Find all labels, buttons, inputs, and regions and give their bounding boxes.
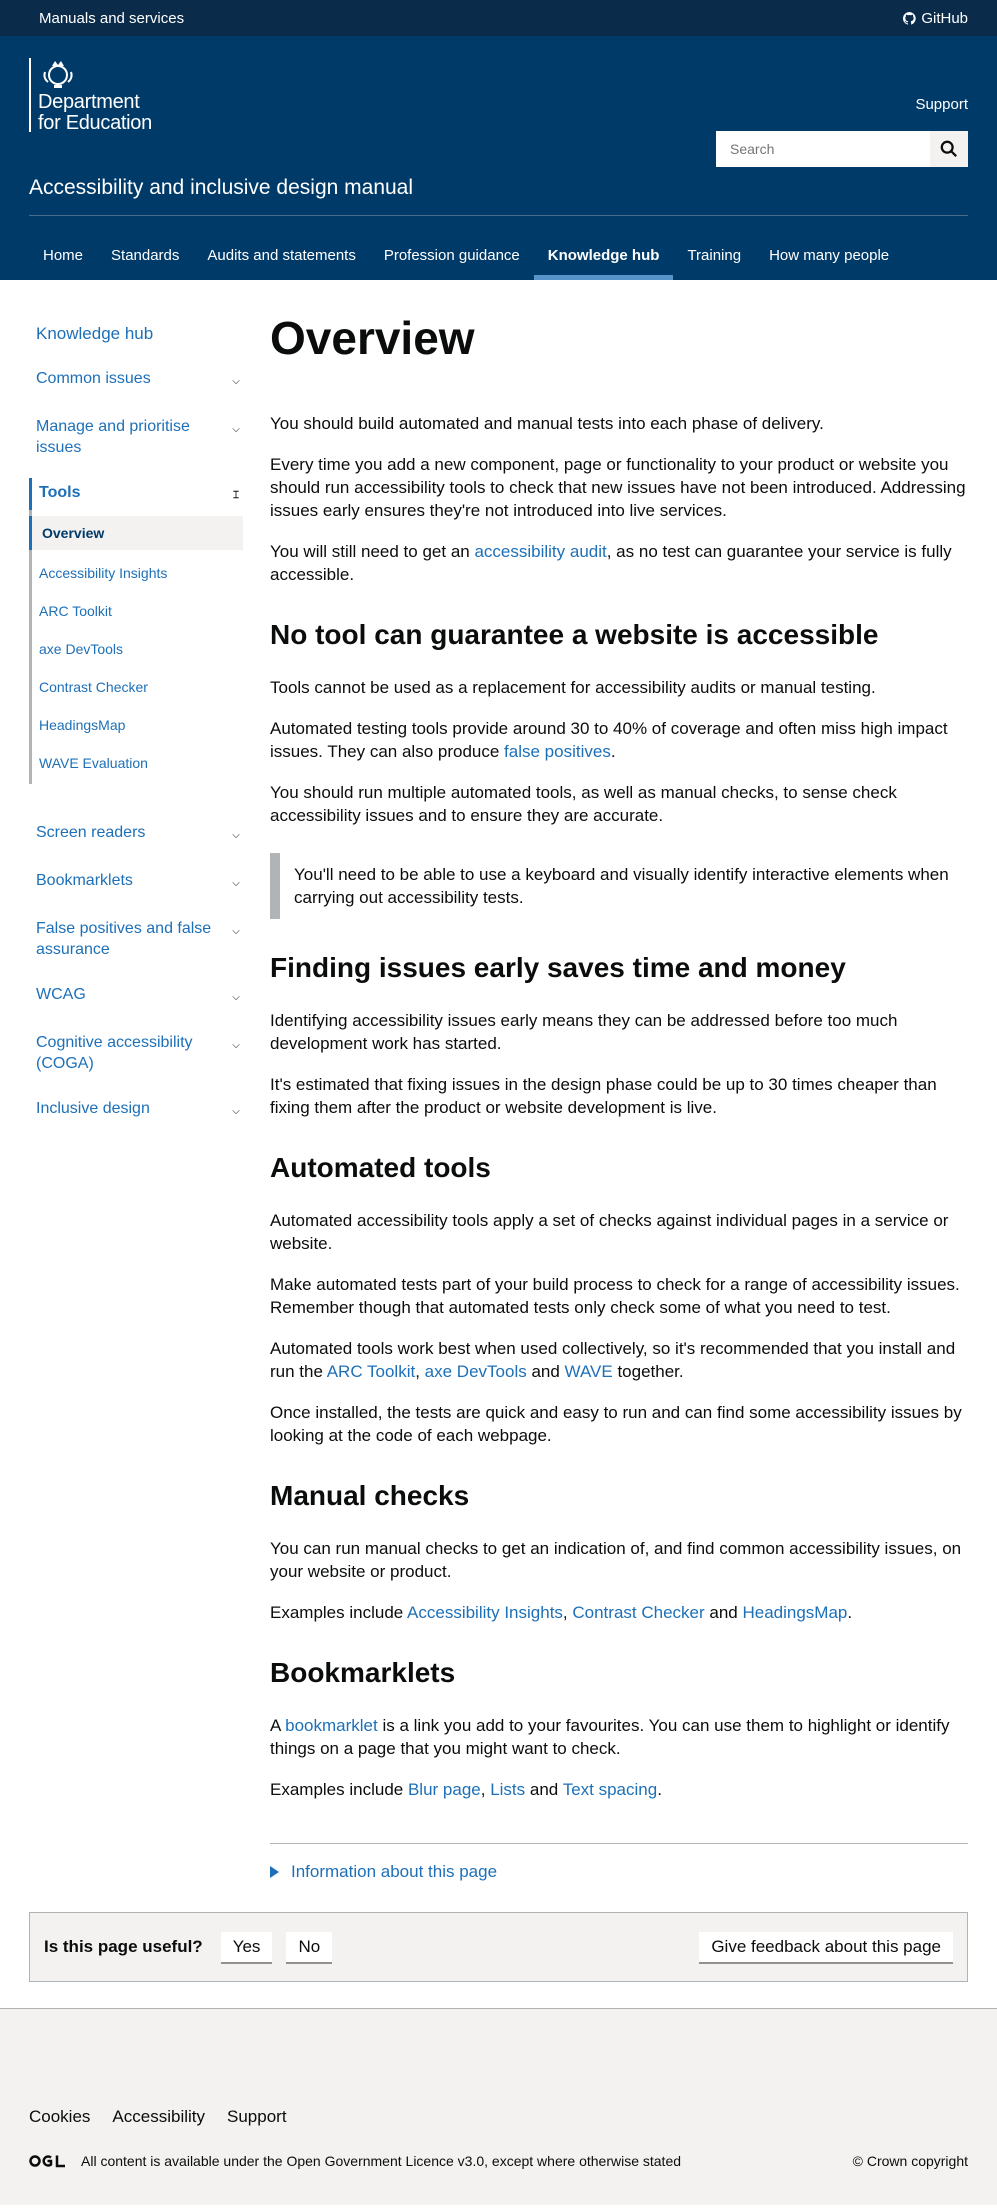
section-heading: No tool can guarantee a website is accessible: [270, 619, 879, 650]
chevron-down-icon: ⌵: [232, 830, 240, 841]
sidebar-item-tools[interactable]: [29, 478, 243, 510]
paragraph: [270, 1337, 968, 1383]
header-divider: [29, 215, 968, 216]
section-heading: Finding issues early saves time and money: [270, 952, 846, 983]
paragraph: [270, 1778, 968, 1801]
chevron-down-icon: ⌵: [232, 926, 240, 937]
nav-how-many-people[interactable]: How many people: [769, 246, 890, 264]
search-input[interactable]: [716, 131, 930, 167]
search-box: [716, 131, 968, 167]
tools-subnav: [29, 510, 243, 784]
text: ,: [562, 1603, 573, 1622]
text: and: [526, 1362, 565, 1381]
chevron-down-icon: ⌵: [232, 1040, 240, 1051]
text: A: [270, 1716, 286, 1735]
false-positives-link[interactable]: false positives: [504, 742, 611, 761]
section-heading: Automated tools: [270, 1152, 491, 1183]
give-feedback-button[interactable]: Give feedback about this page: [699, 1932, 953, 1962]
main-nav: [0, 230, 997, 280]
licence: [29, 2153, 681, 2169]
paragraph: [270, 1714, 968, 1760]
subnav-axe-devtools[interactable]: axe DevTools: [39, 641, 124, 657]
chevron-down-icon: ⌵: [232, 992, 240, 1003]
text: All content is available under the: [81, 2153, 287, 2169]
department-name: [38, 92, 152, 134]
text: .: [610, 742, 616, 761]
lists-link[interactable]: Lists: [490, 1780, 526, 1799]
sidebar-item-inclusive-design[interactable]: [29, 1094, 243, 1126]
sidebar-item-label: Inclusive design: [36, 1100, 150, 1117]
feedback-question: Is this page useful?: [44, 1937, 203, 1956]
nav-training[interactable]: Training: [687, 246, 742, 264]
sidebar: [29, 280, 243, 1882]
text: You will still need to get an: [270, 542, 475, 561]
nav-home[interactable]: Home: [43, 246, 84, 264]
text: , as no test can guarantee your service is fully accessible.: [270, 542, 952, 584]
paragraph: You can run manual checks to get an indication of, and find common accessibility issues, on your website or product.: [270, 1539, 962, 1581]
text: ,: [480, 1780, 491, 1799]
text: , except where otherwise stated: [484, 2153, 682, 2169]
footer-accessibility-link[interactable]: Accessibility: [112, 2107, 206, 2126]
axe-devtools-link[interactable]: axe DevTools: [424, 1362, 527, 1381]
subnav-overview[interactable]: Overview: [29, 516, 243, 550]
sidebar-item-coga[interactable]: [29, 1028, 243, 1078]
sidebar-item-wcag[interactable]: [29, 980, 243, 1012]
arc-toolkit-link[interactable]: ARC Toolkit: [326, 1362, 416, 1381]
nav-knowledge-hub[interactable]: Knowledge hub: [534, 230, 674, 280]
chevron-down-icon: ⌵: [232, 1106, 240, 1117]
chevron-down-icon: ⌵: [232, 424, 240, 435]
footer-links: [29, 2107, 287, 2127]
yes-button[interactable]: Yes: [221, 1932, 273, 1962]
subnav-contrast-checker[interactable]: Contrast Checker: [39, 679, 148, 695]
sidebar-item-bookmarklets[interactable]: [29, 866, 243, 898]
text: is a link you add to your favourites. You can use them to highlight or identify things on a page that you might want to check.: [270, 1716, 950, 1758]
accessibility-audit-link[interactable]: accessibility audit: [474, 542, 607, 561]
licence-text: [81, 2153, 681, 2169]
page-title: Overview: [270, 312, 475, 364]
no-button[interactable]: No: [286, 1932, 332, 1962]
text: Examples include: [270, 1780, 408, 1799]
headingsmap-link[interactable]: HeadingsMap: [742, 1603, 848, 1622]
text: .: [847, 1603, 853, 1622]
text: ,: [415, 1362, 425, 1381]
page-info-details[interactable]: [270, 1843, 968, 1882]
section-heading: Bookmarklets: [270, 1657, 456, 1688]
paragraph: [270, 1601, 968, 1624]
page-body: [0, 280, 997, 1882]
footer-support-link[interactable]: Support: [227, 2107, 287, 2126]
subnav-arc-toolkit[interactable]: ARC Toolkit: [39, 603, 112, 619]
sidebar-item-label: WCAG: [36, 986, 86, 1003]
support-link[interactable]: Support: [915, 96, 968, 113]
page-info-summary[interactable]: Information about this page: [291, 1862, 498, 1881]
chevron-down-icon: ⌵: [232, 376, 240, 387]
section-heading: Manual checks: [270, 1480, 470, 1511]
text-spacing-link[interactable]: Text spacing: [562, 1780, 658, 1799]
paragraph: Every time you add a new component, page or functionality to your product or website you should run accessibility tools to check that new issues have not been introduced. Addressing issues early ensures they're not introduced into live services.: [270, 455, 966, 520]
royal-crest-icon: [40, 58, 76, 90]
footer-cookies-link[interactable]: Cookies: [29, 2107, 91, 2126]
sidebar-item-false-positives[interactable]: [29, 914, 243, 964]
manuals-services-link[interactable]: Manuals and services: [39, 9, 185, 27]
sidebar-item-label: Tools: [39, 484, 81, 501]
sidebar-item-label: Common issues: [36, 370, 151, 387]
github-icon: [903, 12, 916, 25]
paragraph: [270, 540, 968, 586]
inset-text: You'll need to be able to use a keyboard and visually identify interactive elements when carrying out accessibility tests.: [270, 853, 968, 919]
logo-rule: [29, 58, 31, 132]
text: Automated tools work best when used collectively, so it's recommended that you install and run the: [270, 1339, 956, 1381]
blur-page-link[interactable]: Blur page: [407, 1780, 481, 1799]
text: Examples include: [270, 1603, 408, 1622]
subnav-accessibility-insights[interactable]: Accessibility Insights: [39, 565, 168, 581]
paragraph: [270, 717, 968, 763]
subnav-wave-evaluation[interactable]: WAVE Evaluation: [39, 755, 148, 771]
nav-profession[interactable]: Profession guidance: [383, 246, 520, 264]
bookmarklet-link[interactable]: bookmarklet: [285, 1716, 378, 1735]
github-label: GitHub: [921, 9, 968, 27]
triangle-right-icon: [270, 1866, 279, 1878]
paragraph: Tools cannot be used as a replacement for accessibility audits or manual testing.: [270, 678, 876, 697]
text: together.: [612, 1362, 684, 1381]
paragraph: Identifying accessibility issues early means they can be addressed before too much development work has started.: [270, 1011, 898, 1053]
crown-copyright-link[interactable]: © Crown copyright: [852, 2153, 968, 2169]
sidebar-item-label: Screen readers: [36, 824, 146, 841]
sidebar-item-manage-issues[interactable]: [29, 412, 243, 462]
ogl-link[interactable]: Open Government Licence v3.0: [286, 2153, 485, 2169]
site-header: [0, 36, 997, 230]
dept-line-1: Department: [38, 91, 140, 113]
search-button[interactable]: [930, 131, 968, 167]
paragraph: Automated accessibility tools apply a set of checks against individual pages in a service or website.: [270, 1211, 949, 1253]
ogl-logo-icon: [29, 2154, 67, 2168]
top-bar: [0, 0, 997, 36]
chevron-down-icon: ⌵: [232, 878, 240, 889]
contrast-checker-link[interactable]: Contrast Checker: [572, 1603, 705, 1622]
search-icon: [940, 140, 958, 158]
sidebar-item-screen-readers[interactable]: [29, 818, 243, 850]
paragraph: You should build automated and manual tests into each phase of delivery.: [270, 414, 824, 433]
feedback-bar: [29, 1912, 968, 1982]
paragraph: You should run multiple automated tools, as well as manual checks, to sense check accessibility issues and to ensure they are accurate.: [270, 783, 897, 825]
paragraph: Once installed, the tests are quick and easy to run and can find some accessibility issues by looking at the code of each webpage.: [270, 1403, 962, 1445]
sidebar-item-label: False positives and false assurance: [36, 920, 212, 958]
text: and: [525, 1780, 563, 1799]
wave-link[interactable]: WAVE: [564, 1362, 613, 1381]
paragraph: Make automated tests part of your build process to check for a range of accessibility issues. Remember though that automated tests only check some of what you need to test.: [270, 1275, 960, 1317]
nav-audits[interactable]: Audits and statements: [207, 246, 356, 264]
dept-line-2: for Education: [38, 112, 152, 134]
paragraph: It's estimated that fixing issues in the design phase could be up to 30 times cheaper than fixing them after the product or website development is live.: [270, 1075, 937, 1117]
text: .: [657, 1780, 662, 1799]
text: and: [704, 1603, 743, 1622]
sidebar-item-label: Cognitive accessibility (COGA): [36, 1034, 193, 1072]
sidebar-item-common-issues[interactable]: [29, 364, 243, 396]
github-link[interactable]: [903, 10, 968, 27]
subnav-headingsmap[interactable]: HeadingsMap: [39, 717, 126, 733]
nav-standards[interactable]: Standards: [111, 246, 180, 264]
sidebar-heading[interactable]: Knowledge hub: [36, 324, 154, 343]
site-footer: [0, 2008, 997, 2205]
sidebar-item-label: Bookmarklets: [36, 872, 133, 889]
sidebar-item-label: Manage and prioritise issues: [36, 418, 190, 456]
text: Automated testing tools provide around 30 to 40% of coverage and often miss high impact issues. They can also produce: [270, 719, 948, 761]
accessibility-insights-link[interactable]: Accessibility Insights: [407, 1603, 563, 1622]
dfe-logo[interactable]: [29, 58, 152, 134]
main-content: [270, 280, 968, 1882]
chevron-up-icon: ⌶: [233, 490, 239, 501]
site-title[interactable]: Accessibility and inclusive design manual: [29, 176, 414, 199]
